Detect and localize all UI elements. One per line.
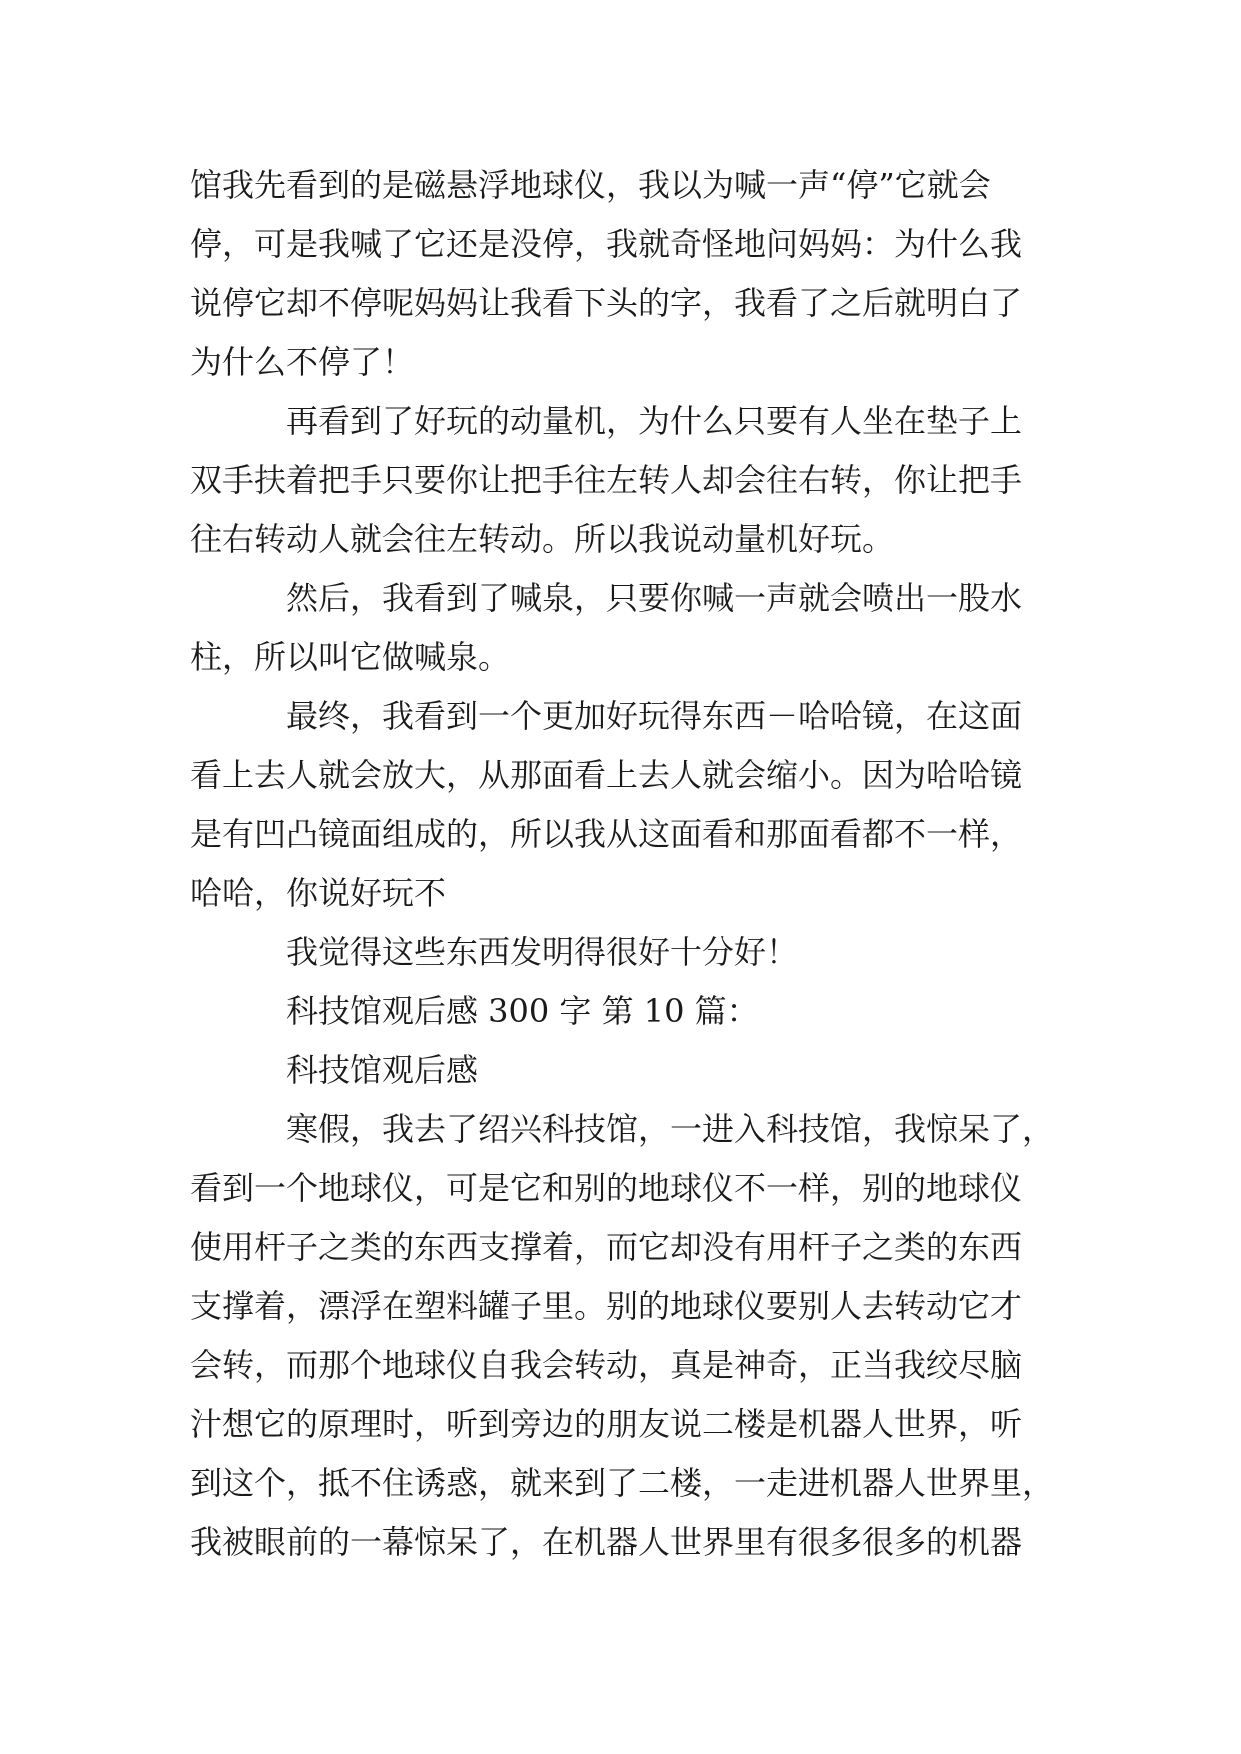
text-line: 看到一个地球仪，可是它和别的地球仪不一样，别的地球仪 <box>190 1169 1023 1207</box>
article-title: 科技馆观后感 <box>286 1051 479 1089</box>
text-line: 说停它却不停呢妈妈让我看下头的字，我看了之后就明白了 <box>190 284 1023 322</box>
text-line: 为什么不停了！ <box>190 343 415 381</box>
text-line: 会转，而那个地球仪自我会转动，真是神奇，正当我绞尽脑 <box>190 1346 1023 1384</box>
section-heading: 科技馆观后感 300 字 第 10 篇： <box>286 992 759 1030</box>
text-line: 看上去人就会放大，从那面看上去人就会缩小。因为哈哈镜 <box>190 756 1023 794</box>
text-line: 支撑着，漂浮在塑料罐子里。别的地球仪要别人去转动它才 <box>190 1287 1023 1325</box>
text-line: 寒假，我去了绍兴科技馆，一进入科技馆，我惊呆了， <box>286 1110 1055 1148</box>
text-line: 停，可是我喊了它还是没停，我就奇怪地问妈妈：为什么我 <box>190 225 1023 263</box>
text-line: 双手扶着把手只要你让把手往左转人却会往右转，你让把手 <box>190 461 1023 499</box>
text-line: 是有凹凸镜面组成的，所以我从这面看和那面看都不一样， <box>190 815 1023 853</box>
text-line: 往右转动人就会往左转动。所以我说动量机好玩。 <box>190 520 895 558</box>
text-line: 馆我先看到的是磁悬浮地球仪，我以为喊一声“停”它就会 <box>190 166 991 204</box>
document-body <box>190 156 1070 1572</box>
text-line: 我觉得这些东西发明得很好十分好！ <box>286 933 799 971</box>
text-line: 我被眼前的一幕惊呆了，在机器人世界里有很多很多的机器 <box>190 1523 1023 1561</box>
text-line: 再看到了好玩的动量机，为什么只要有人坐在垫子上 <box>286 402 1023 440</box>
text-line: 哈哈，你说好玩不 <box>190 874 447 912</box>
text-line: 然后，我看到了喊泉，只要你喊一声就会喷出一股水 <box>286 579 1023 617</box>
text-line: 柱，所以叫它做喊泉。 <box>190 638 511 676</box>
text-line: 到这个，抵不住诱惑，就来到了二楼，一走进机器人世界里， <box>190 1464 1055 1502</box>
text-line: 使用杆子之类的东西支撑着，而它却没有用杆子之类的东西 <box>190 1228 1023 1266</box>
text-line: 最终，我看到一个更加好玩得东西－哈哈镜，在这面 <box>286 697 1023 735</box>
text-line: 汁想它的原理时，听到旁边的朋友说二楼是机器人世界，听 <box>190 1405 1023 1443</box>
